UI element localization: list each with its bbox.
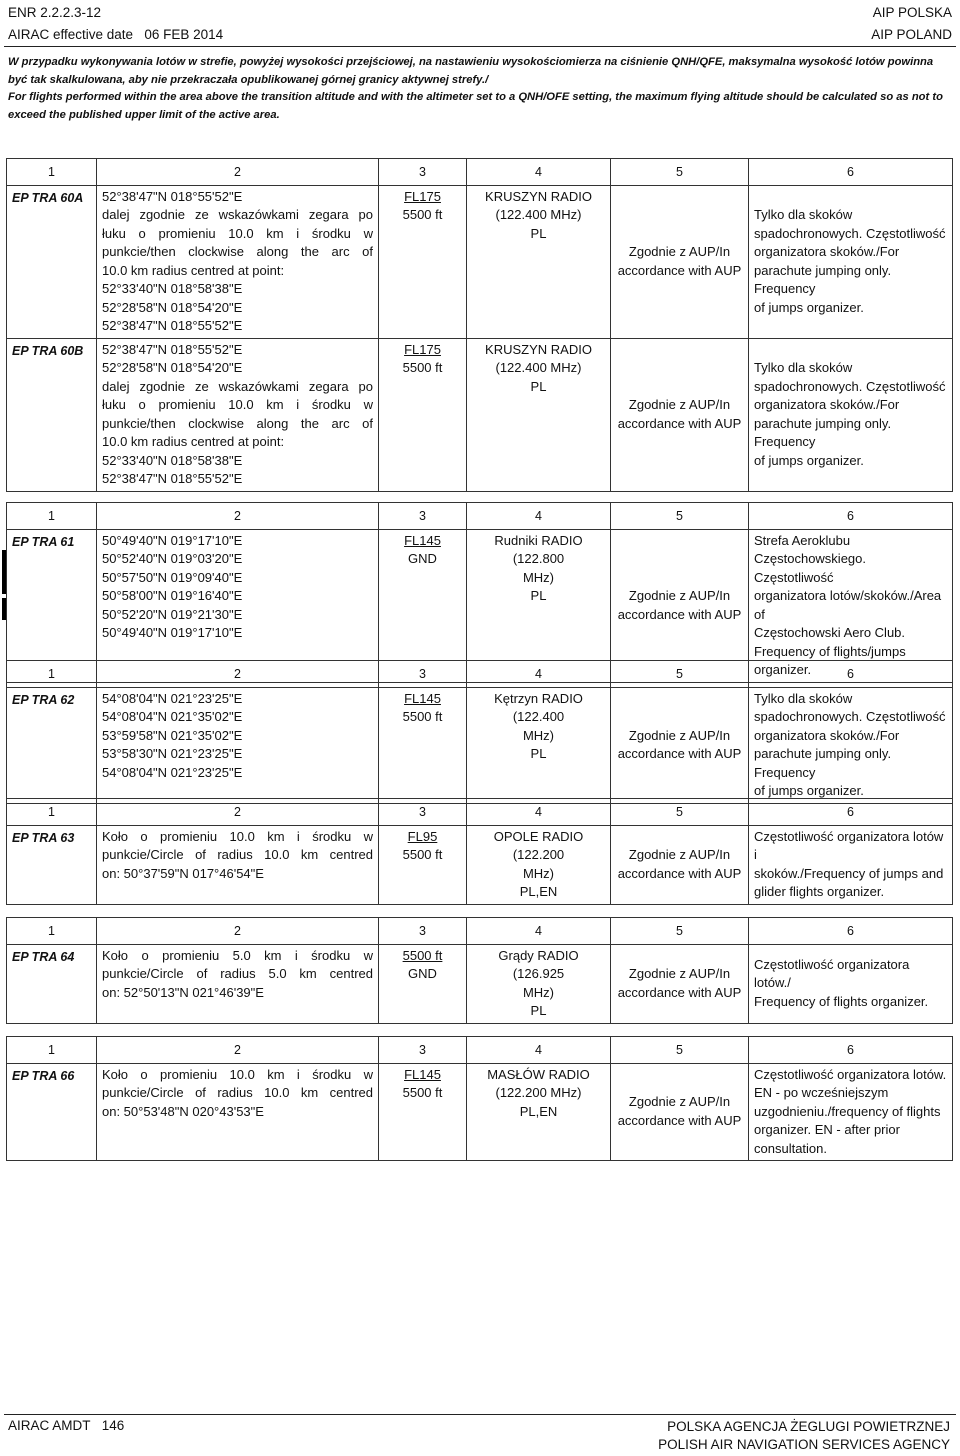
header-divider: [4, 46, 956, 47]
remarks-line: Strefa Aeroklubu: [754, 532, 851, 548]
lower-limit: 5500 ft: [402, 207, 443, 222]
remarks-line: Tylko dla skoków: [754, 360, 853, 375]
remarks-line: spadochronowych. Częstotliwość: [754, 378, 946, 394]
column-number: 5: [611, 503, 749, 530]
column-number: 6: [749, 1037, 953, 1064]
doc-ref: ENR 2.2.2.3-12: [8, 5, 102, 20]
column-number-row: [7, 159, 953, 186]
vertical-limits: [379, 944, 467, 1023]
column-number-row: [7, 661, 953, 688]
vertical-limits: [379, 825, 467, 904]
upper-limit: FL175: [404, 341, 441, 357]
column-number: 4: [467, 799, 611, 826]
column-number-row: [7, 1037, 953, 1064]
remarks: [749, 338, 953, 491]
lateral-limit-line: Koło o promieniu 10.0 km i środku w: [102, 828, 373, 844]
remarks-line: Częstotliwość organizatora lotów./: [754, 956, 910, 991]
remarks-line: organizatora skoków./For: [754, 397, 900, 412]
radio-line: PL,EN: [519, 884, 558, 899]
column-number: 2: [97, 159, 379, 186]
activation-line: accordance with AUP: [617, 746, 742, 761]
lateral-limit-line: on: 50°37'59"N 017°46'54"E: [102, 865, 264, 881]
column-number: 6: [749, 918, 953, 945]
remarks-line: Częstotliwość organizatora lotów.: [754, 1066, 947, 1082]
column-number: 3: [379, 799, 467, 826]
lateral-limits: [97, 185, 379, 338]
radio-service: [467, 944, 611, 1023]
column-number: 6: [749, 799, 953, 826]
area-id: [7, 338, 97, 491]
area-id-text: EP TRA 66: [12, 1068, 75, 1083]
table-row: [7, 1063, 953, 1161]
lateral-limit-line: łuku o promieniu 10.0 km i środku w: [102, 225, 373, 241]
upper-limit: FL95: [407, 828, 438, 844]
lateral-limit-line: on: 52°50'13"N 021°46'39"E: [102, 984, 264, 1000]
lateral-limit-line: punkcie/then clockwise along the arc of: [102, 415, 373, 431]
activation-line: accordance with AUP: [617, 415, 742, 431]
column-number: 4: [467, 918, 611, 945]
remarks-line: of jumps organizer.: [754, 783, 864, 798]
activation-line: Zgodnie z AUP/In: [628, 966, 731, 981]
lateral-limit-line: 50°49'40"N 019°17'10"E: [102, 625, 243, 640]
column-number: 1: [7, 503, 97, 530]
lower-limit: 5500 ft: [402, 847, 443, 862]
lateral-limit-line: 53°58'30"N 021°23'25"E: [102, 746, 243, 761]
table-row: [7, 825, 953, 904]
lateral-limit-line: 50°52'20"N 019°21'30"E: [102, 606, 243, 622]
upper-limit: 5500 ft: [402, 947, 443, 963]
lateral-limit-line: punkcie/Circle of radius 10.0 km centred: [102, 1085, 373, 1100]
column-number-row: [7, 918, 953, 945]
radio-line: KRUSZYN RADIO: [485, 188, 592, 204]
lateral-limit-line: łuku o promieniu 10.0 km i środku w: [102, 397, 373, 412]
column-number: 5: [611, 159, 749, 186]
upper-limit: FL145: [404, 690, 441, 706]
remarks: [749, 185, 953, 338]
activation-time: [611, 687, 749, 803]
lower-limit: 5500 ft: [402, 360, 443, 375]
lateral-limits: [97, 338, 379, 491]
remarks-line: of jumps organizer.: [754, 452, 864, 468]
remarks-line: organizer.: [754, 662, 812, 677]
lateral-limits: [97, 687, 379, 803]
remarks-line: skoków./Frequency of jumps and: [754, 865, 944, 881]
radio-line: MHz): [522, 984, 555, 1000]
remarks-line: uzgodnieniu./frequency of flights: [754, 1103, 941, 1119]
tra-table: [6, 798, 953, 905]
remarks-line: spadochronowych. Częstotliwość: [754, 709, 946, 724]
radio-line: Grądy RADIO (126.925: [498, 947, 579, 981]
column-number: 5: [611, 799, 749, 826]
table-row: [7, 338, 953, 491]
lateral-limit-line: 50°49'40"N 019°17'10"E: [102, 532, 243, 548]
column-number-row: [7, 799, 953, 826]
area-id: [7, 185, 97, 338]
lateral-limits: [97, 1063, 379, 1161]
column-number: 3: [379, 661, 467, 688]
radio-line: PL: [530, 1003, 547, 1018]
lower-limit: GND: [408, 551, 437, 566]
airac-date: 06 FEB 2014: [144, 27, 224, 42]
area-id-text: EP TRA 60B: [12, 343, 84, 358]
column-number: 3: [379, 918, 467, 945]
vertical-limits: [379, 338, 467, 491]
radio-line: (122.200 MHz): [495, 1085, 582, 1100]
tra-table: [6, 502, 953, 683]
remarks-line: parachute jumping only. Frequency: [754, 262, 892, 296]
remarks-line: Frequency of flights/jumps: [754, 643, 906, 659]
lateral-limit-line: 52°38'47"N 018°55'52"E: [102, 471, 243, 486]
column-number: 6: [749, 661, 953, 688]
remarks-line: organizatora skoków./For: [754, 727, 900, 743]
aip-poland: AIP POLAND: [871, 27, 952, 42]
lateral-limit-line: 10.0 km radius centred at point:: [102, 434, 285, 449]
radio-line: PL: [530, 588, 547, 603]
radio-line: OPOLE RADIO (122.200: [493, 828, 584, 862]
header-left: [8, 2, 223, 46]
activation-line: Zgodnie z AUP/In: [628, 1094, 731, 1110]
column-number: 2: [97, 918, 379, 945]
tra-table: [6, 1036, 953, 1161]
lateral-limit-line: 10.0 km radius centred at point:: [102, 262, 285, 278]
column-number: 6: [749, 503, 953, 530]
area-id-text: EP TRA 63: [12, 830, 75, 845]
vertical-limits: [379, 687, 467, 803]
radio-line: PL,EN: [519, 1103, 558, 1119]
activation-time: [611, 338, 749, 491]
remarks-line: of jumps organizer.: [754, 299, 864, 315]
lateral-limit-line: Koło o promieniu 5.0 km i środku w: [102, 947, 373, 963]
activation-line: accordance with AUP: [617, 865, 742, 881]
lateral-limits: [97, 825, 379, 904]
activation-time: [611, 185, 749, 338]
radio-line: MHz): [522, 865, 555, 881]
column-number: 2: [97, 661, 379, 688]
intro-note: [8, 54, 952, 124]
lateral-limit-line: Koło o promieniu 10.0 km i środku w: [102, 1066, 373, 1082]
radio-line: MHz): [522, 727, 555, 743]
upper-limit: FL175: [404, 188, 441, 204]
aip-polska: AIP POLSKA: [872, 5, 952, 20]
lateral-limit-line: on: 50°53'48"N 020°43'53"E: [102, 1103, 264, 1119]
radio-line: Rudniki RADIO (122.800: [494, 532, 583, 566]
radio-line: MASŁÓW RADIO: [487, 1066, 590, 1082]
column-number: 1: [7, 799, 97, 826]
lower-limit: 5500 ft: [402, 1085, 443, 1100]
lateral-limits: [97, 944, 379, 1023]
activation-line: Zgodnie z AUP/In: [628, 727, 731, 743]
column-number: 5: [611, 1037, 749, 1064]
footer-left: [8, 1418, 124, 1433]
column-number: 2: [97, 799, 379, 826]
footer-divider: [4, 1414, 956, 1415]
radio-line: KRUSZYN RADIO: [485, 341, 592, 357]
remarks-line: parachute jumping only. Frequency: [754, 415, 892, 449]
airac-effective: [8, 24, 223, 46]
column-number: 1: [7, 661, 97, 688]
radio-line: MHz): [522, 569, 555, 585]
remarks-line: Częstochowskiego. Częstotliwość: [754, 551, 866, 585]
radio-line: PL: [530, 746, 547, 761]
radio-line: PL: [530, 225, 547, 241]
lateral-limit-line: 52°33'40"N 018°58'38"E: [102, 452, 243, 468]
remarks-line: Częstochowski Aero Club.: [754, 625, 906, 640]
lateral-limit-line: punkcie/Circle of radius 10.0 km centred: [102, 847, 373, 862]
radio-line: Kętrzyn RADIO (122.400: [494, 690, 583, 724]
table-row: [7, 944, 953, 1023]
tra-table: [6, 660, 953, 804]
lower-limit: GND: [408, 966, 437, 981]
remarks: [749, 687, 953, 803]
remarks-line: Frequency of flights organizer.: [754, 993, 929, 1009]
column-number: 2: [97, 1037, 379, 1064]
column-number: 3: [379, 503, 467, 530]
vertical-limits: [379, 185, 467, 338]
lateral-limit-line: 52°28'58"N 018°54'20"E: [102, 360, 243, 375]
footer-right: [658, 1418, 950, 1454]
tra-table: [6, 917, 953, 1024]
upper-limit: FL145: [404, 1066, 441, 1082]
radio-service: [467, 338, 611, 491]
amdt-number: 146: [101, 1418, 125, 1433]
airac-label: AIRAC effective date: [8, 27, 134, 42]
column-number: 5: [611, 661, 749, 688]
activation-line: Zgodnie z AUP/In: [628, 588, 731, 603]
activation-line: accordance with AUP: [617, 984, 742, 1000]
remarks-line: parachute jumping only. Frequency: [754, 746, 892, 780]
radio-service: [467, 1063, 611, 1161]
column-number: 5: [611, 918, 749, 945]
activation-line: Zgodnie z AUP/In: [628, 847, 731, 862]
table-row: [7, 185, 953, 338]
area-id: [7, 825, 97, 904]
table-row: [7, 687, 953, 803]
tra-table: [6, 158, 953, 492]
remarks-line: organizatora lotów/skoków./Area of: [754, 588, 942, 622]
lateral-limit-line: 50°58'00"N 019°16'40"E: [102, 588, 243, 603]
lateral-limit-line: 52°28'58"N 018°54'20"E: [102, 299, 243, 315]
intro-english: For flights performed within the area above the transition altitude and with the altimeter set to a QNH/OFE setting, the maximum flying altitude should be calculated so as not to exceed the published upper limit of the active area.: [8, 91, 943, 121]
remarks-line: Tylko dla skoków: [754, 207, 853, 222]
remarks-line: Tylko dla skoków: [754, 690, 853, 706]
lateral-limit-line: 54°08'04"N 021°35'02"E: [102, 709, 243, 724]
radio-service: [467, 185, 611, 338]
activation-line: accordance with AUP: [617, 606, 742, 622]
area-id: [7, 1063, 97, 1161]
column-number: 4: [467, 661, 611, 688]
area-id-text: EP TRA 62: [12, 692, 75, 707]
activation-line: accordance with AUP: [617, 1112, 742, 1128]
vertical-limits: [379, 1063, 467, 1161]
activation-line: Zgodnie z AUP/In: [628, 397, 731, 412]
lateral-limit-line: punkcie/then clockwise along the arc of: [102, 244, 373, 259]
lateral-limit-line: dalej zgodnie ze wskazówkami zegara po: [102, 207, 373, 222]
area-id-text: EP TRA 60A: [12, 190, 84, 205]
column-number: 4: [467, 1037, 611, 1064]
lateral-limit-line: 52°38'47"N 018°55'52"E: [102, 188, 243, 204]
remarks-line: organizatora skoków./For: [754, 244, 900, 259]
activation-time: [611, 825, 749, 904]
activation-time: [611, 944, 749, 1023]
lateral-limit-line: 50°52'40"N 019°03'20"E: [102, 551, 243, 566]
lateral-limit-line: punkcie/Circle of radius 5.0 km centred: [102, 966, 373, 981]
lateral-limit-line: 50°57'50"N 019°09'40"E: [102, 569, 243, 585]
lateral-limit-line: 52°33'40"N 018°58'38"E: [102, 281, 243, 296]
column-number: 3: [379, 159, 467, 186]
remarks-line: Częstotliwość organizatora lotów i: [754, 828, 944, 862]
column-number: 1: [7, 918, 97, 945]
column-number: 1: [7, 1037, 97, 1064]
lower-limit: 5500 ft: [402, 709, 443, 724]
area-id: [7, 944, 97, 1023]
column-number: 3: [379, 1037, 467, 1064]
remarks-line: glider flights organizer.: [754, 884, 885, 899]
lateral-limit-line: 52°38'47"N 018°55'52"E: [102, 318, 243, 333]
amdt-label: AIRAC AMDT: [8, 1418, 91, 1433]
area-id: [7, 687, 97, 803]
remarks: [749, 1063, 953, 1161]
agency-polish: POLSKA AGENCJA ŻEGLUGI POWIETRZNEJ: [667, 1419, 950, 1434]
radio-line: PL: [530, 378, 547, 394]
agency-english: POLISH AIR NAVIGATION SERVICES AGENCY: [658, 1437, 950, 1452]
area-id-text: EP TRA 64: [12, 949, 75, 964]
lateral-limit-line: 54°08'04"N 021°23'25"E: [102, 690, 243, 706]
remarks: [749, 944, 953, 1023]
radio-line: (122.400 MHz): [495, 207, 582, 222]
remarks-line: organizer. EN - after prior: [754, 1122, 900, 1137]
intro-polish: W przypadku wykonywania lotów w strefie, powyżej wysokości przejściowej, na nastawieniu wysokościomierza na ciśnienie QNH/QFE, maksymalna wysokość lotów powinna być tak skalkulowana, aby nie przekraczała opublikowanej górnej granicy aktywnej strefy./: [8, 56, 934, 86]
column-number: 2: [97, 503, 379, 530]
header-right: [871, 2, 952, 46]
radio-service: [467, 825, 611, 904]
column-number: 6: [749, 159, 953, 186]
lateral-limit-line: 53°59'58"N 021°35'02"E: [102, 727, 243, 743]
upper-limit: FL145: [404, 532, 441, 548]
remarks-line: spadochronowych. Częstotliwość: [754, 225, 946, 241]
column-number: 1: [7, 159, 97, 186]
activation-time: [611, 1063, 749, 1161]
remarks-line: consultation.: [754, 1140, 827, 1156]
activation-line: accordance with AUP: [617, 262, 742, 278]
lateral-limit-line: 52°38'47"N 018°55'52"E: [102, 341, 243, 357]
remarks-line: EN - po wcześniejszym: [754, 1085, 889, 1100]
activation-line: Zgodnie z AUP/In: [628, 244, 731, 259]
lateral-limit-line: 54°08'04"N 021°23'25"E: [102, 764, 243, 780]
column-number-row: [7, 503, 953, 530]
area-id-text: EP TRA 61: [12, 534, 75, 549]
radio-line: (122.400 MHz): [495, 360, 582, 375]
lateral-limit-line: dalej zgodnie ze wskazówkami zegara po: [102, 378, 373, 394]
column-number: 4: [467, 159, 611, 186]
column-number: 4: [467, 503, 611, 530]
radio-service: [467, 687, 611, 803]
remarks: [749, 825, 953, 904]
